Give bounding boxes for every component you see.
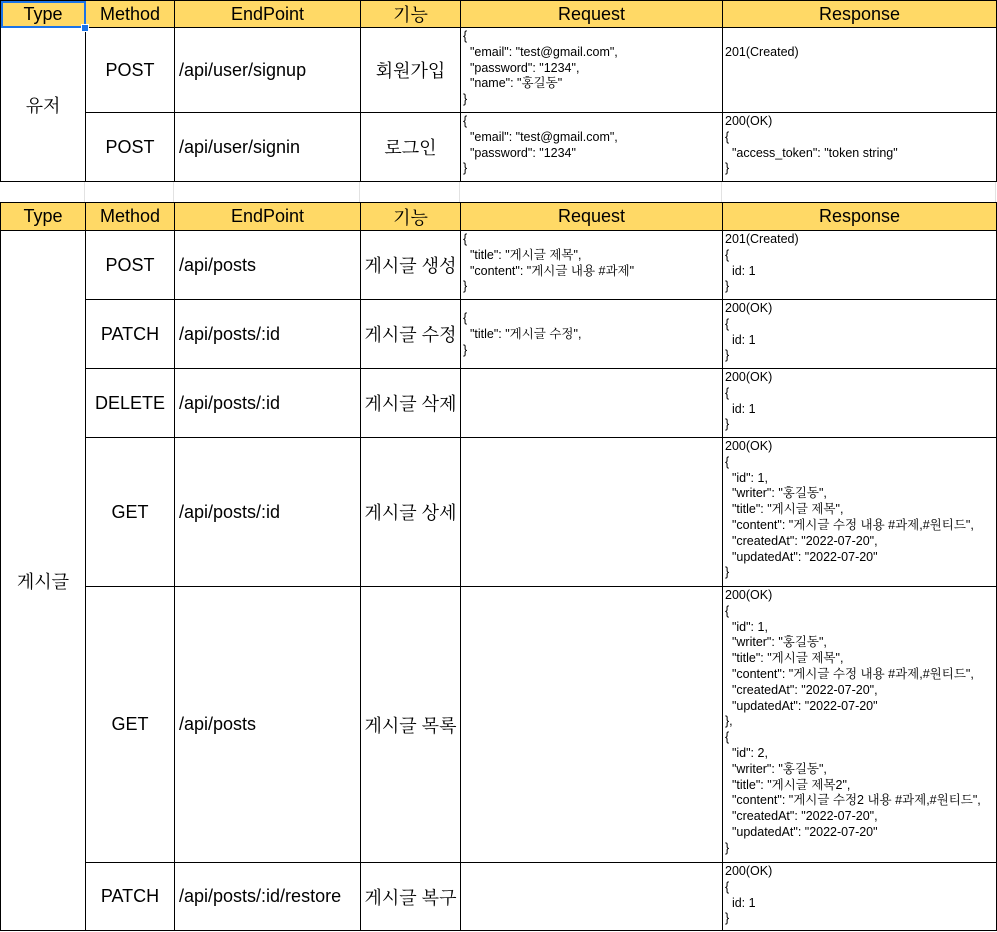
endpoint-cell[interactable]: /api/posts [175, 587, 361, 863]
method-cell[interactable]: GET [86, 587, 175, 863]
response-cell[interactable]: 200(OK) { "id": 1, "writer": "홍길동", "title": "게시글 제목", "content": "게시글 수정 내용 #과제,#원티드", "createdAt": "2022-07-20", "updatedAt": "2022-07-20" } [723, 438, 997, 587]
table-row [1, 300, 997, 369]
header-endpoint[interactable]: EndPoint [175, 203, 361, 231]
response-cell[interactable]: 200(OK) { id: 1 } [723, 300, 997, 369]
response-cell[interactable]: 200(OK) { id: 1 } [723, 863, 997, 931]
table-row [1, 369, 997, 438]
request-cell[interactable] [461, 587, 723, 863]
method-cell[interactable]: POST [86, 28, 175, 113]
header-feature[interactable]: 기능 [361, 203, 461, 231]
endpoint-cell[interactable]: /api/posts/:id [175, 438, 361, 587]
endpoint-cell[interactable]: /api/user/signin [175, 113, 361, 182]
table-row [1, 113, 997, 182]
header-request[interactable]: Request [461, 1, 723, 28]
response-cell[interactable]: 200(OK) { "id": 1, "writer": "홍길동", "title": "게시글 제목", "content": "게시글 수정 내용 #과제,#원티드", "createdAt": "2022-07-20", "updatedAt": "2022-07-20" }, { "id": 2, "writer": "홍길동", "title": "게시글 제목2", "content": "게시글 수정2 내용 #과제,#원티드", "createdAt": "2022-07-20", "updatedAt": "2022-07-20" } [723, 587, 997, 863]
header-method[interactable]: Method [86, 203, 175, 231]
response-cell[interactable]: 201(Created) { id: 1 } [723, 231, 997, 300]
header-method[interactable]: Method [86, 1, 175, 28]
type-cell-user[interactable]: 유저 [1, 28, 86, 182]
header-type[interactable]: Type [1, 1, 86, 28]
header-response[interactable]: Response [723, 1, 997, 28]
empty-row [0, 182, 997, 202]
header-type[interactable]: Type [1, 203, 86, 231]
request-cell[interactable] [461, 438, 723, 587]
table-row [1, 28, 997, 113]
response-cell[interactable]: 201(Created) [723, 28, 997, 113]
feature-cell[interactable]: 로그인 [361, 113, 461, 182]
response-cell[interactable]: 200(OK) { "access_token": "token string" } [723, 113, 997, 182]
response-cell[interactable]: 200(OK) { id: 1 } [723, 369, 997, 438]
feature-cell[interactable]: 회원가입 [361, 28, 461, 113]
method-cell[interactable]: POST [86, 113, 175, 182]
header-response[interactable]: Response [723, 203, 997, 231]
feature-cell[interactable]: 게시글 수정 [361, 300, 461, 369]
method-cell[interactable]: GET [86, 438, 175, 587]
request-cell[interactable]: { "email": "test@gmail.com", "password": "1234" } [461, 113, 723, 182]
feature-cell[interactable]: 게시글 복구 [361, 863, 461, 931]
empty-cell[interactable] [460, 182, 722, 203]
feature-cell[interactable]: 게시글 상세 [361, 438, 461, 587]
empty-cell[interactable] [85, 182, 174, 203]
header-feature[interactable]: 기능 [361, 1, 461, 28]
feature-cell[interactable]: 게시글 생성 [361, 231, 461, 300]
post-api-table [0, 202, 997, 931]
request-cell[interactable] [461, 863, 723, 931]
endpoint-cell[interactable]: /api/posts/:id/restore [175, 863, 361, 931]
feature-cell[interactable]: 게시글 목록 [361, 587, 461, 863]
method-cell[interactable]: PATCH [86, 863, 175, 931]
table-row [1, 231, 997, 300]
endpoint-cell[interactable]: /api/posts/:id [175, 369, 361, 438]
type-cell-post[interactable]: 게시글 [1, 231, 86, 931]
feature-cell[interactable]: 게시글 삭제 [361, 369, 461, 438]
empty-cell[interactable] [0, 182, 85, 203]
endpoint-cell[interactable]: /api/posts/:id [175, 300, 361, 369]
method-cell[interactable]: DELETE [86, 369, 175, 438]
endpoint-cell[interactable]: /api/user/signup [175, 28, 361, 113]
table-row [1, 863, 997, 931]
endpoint-cell[interactable]: /api/posts [175, 231, 361, 300]
request-cell[interactable]: { "email": "test@gmail.com", "password": "1234", "name": "홍길동" } [461, 28, 723, 113]
header-row [1, 203, 997, 231]
header-endpoint[interactable]: EndPoint [175, 1, 361, 28]
header-row [1, 1, 997, 28]
request-cell[interactable]: { "title": "게시글 수정", } [461, 300, 723, 369]
request-cell[interactable]: { "title": "게시글 제목", "content": "게시글 내용 #과제" } [461, 231, 723, 300]
request-cell[interactable] [461, 369, 723, 438]
empty-cell[interactable] [360, 182, 460, 203]
selection-handle[interactable] [81, 24, 89, 32]
empty-cell[interactable] [722, 182, 996, 203]
header-request[interactable]: Request [461, 203, 723, 231]
user-api-table [0, 0, 997, 182]
method-cell[interactable]: POST [86, 231, 175, 300]
table-row [1, 438, 997, 587]
table-row [1, 587, 997, 863]
empty-cell[interactable] [174, 182, 360, 203]
method-cell[interactable]: PATCH [86, 300, 175, 369]
